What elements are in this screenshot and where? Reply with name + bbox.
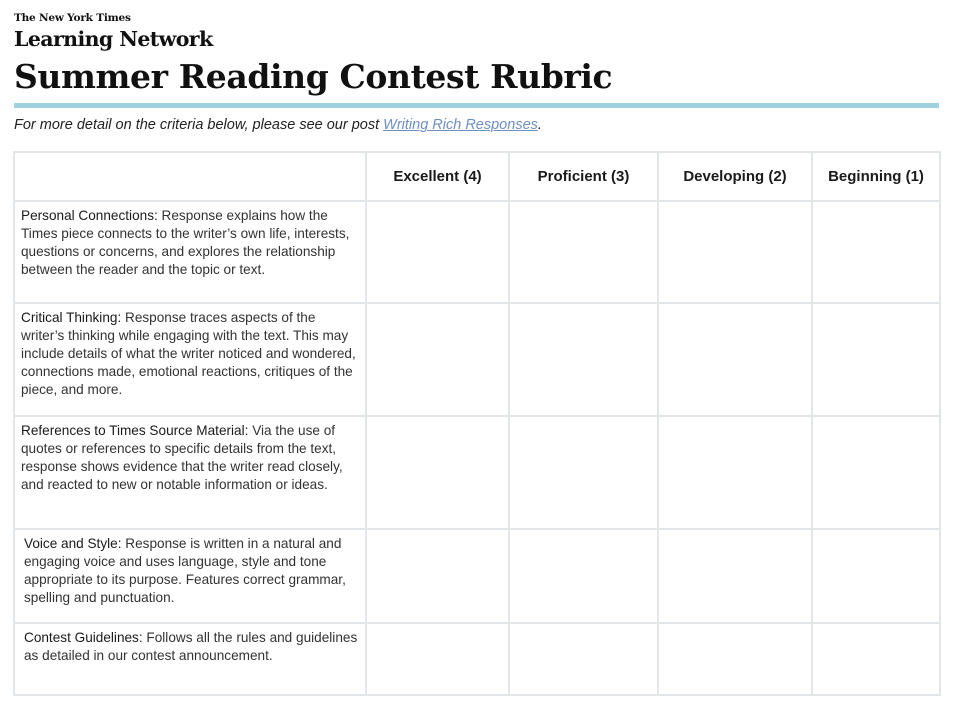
score-cell-beginning (812, 529, 940, 623)
criterion-name: Personal Connections: (21, 208, 158, 223)
learning-network-brand: Learning Network (14, 27, 213, 51)
table-row (14, 623, 940, 695)
criterion-cell-critical-thinking (14, 303, 366, 416)
subtitle-period: . (537, 117, 542, 133)
criterion-name: Voice and Style: (24, 536, 122, 551)
criteria-header-cell (14, 152, 366, 201)
score-cell-excellent (366, 303, 509, 416)
score-cell-developing (658, 529, 812, 623)
table-row (14, 201, 940, 303)
subtitle-text: For more detail on the criteria below, please see our post (14, 117, 384, 133)
nyt-masthead: The New York Times (14, 12, 131, 24)
score-cell-developing (658, 201, 812, 303)
page-title: Summer Reading Contest Rubric (14, 57, 613, 96)
score-cell-excellent (366, 201, 509, 303)
score-cell-beginning (812, 303, 940, 416)
score-cell-proficient (509, 303, 658, 416)
score-cell-beginning (812, 416, 940, 529)
title-underline-rule (14, 103, 939, 108)
writing-rich-responses-link[interactable]: Writing Rich Responses (383, 117, 538, 133)
score-cell-beginning (812, 201, 940, 303)
table-row (14, 529, 940, 623)
score-cell-proficient (509, 201, 658, 303)
score-cell-proficient (509, 529, 658, 623)
score-cell-developing (658, 416, 812, 529)
table-row (14, 416, 940, 529)
table-header-row (14, 152, 940, 201)
criterion-cell-personal-connections (14, 201, 366, 303)
criterion-name: Critical Thinking: (21, 310, 122, 325)
score-cell-developing (658, 303, 812, 416)
criterion-cell-contest-guidelines (14, 623, 366, 695)
score-cell-proficient (509, 416, 658, 529)
column-header-developing: Developing (2) (658, 152, 812, 201)
score-cell-excellent (366, 623, 509, 695)
criterion-description: Follows all the rules and guidelines as detailed in our contest announcement. (24, 630, 358, 663)
score-cell-proficient (509, 623, 658, 695)
criterion-description: Response traces aspects of the writer’s thinking while engaging with the text. This may include details of what the writer noticed and wondered, connections made, emotional reactions, critiques of the piece, and more. (21, 310, 356, 397)
subtitle (14, 117, 542, 133)
column-header-beginning: Beginning (1) (812, 152, 940, 201)
column-header-proficient: Proficient (3) (509, 152, 658, 201)
criterion-name: References to Times Source Material: (21, 423, 249, 438)
criterion-cell-voice-and-style (14, 529, 366, 623)
score-cell-excellent (366, 416, 509, 529)
criterion-description: Via the use of quotes or references to specific details from the text, response shows evidence that the writer read closely, and reacted to new or notable information or ideas. (21, 423, 343, 492)
score-cell-beginning (812, 623, 940, 695)
criterion-cell-references (14, 416, 366, 529)
table-row (14, 303, 940, 416)
rubric-table (13, 151, 941, 696)
column-header-excellent: Excellent (4) (366, 152, 509, 201)
criterion-name: Contest Guidelines: (24, 630, 143, 645)
criterion-description: Response explains how the Times piece connects to the writer’s own life, interests, questions or concerns, and explores the relationship between the reader and the topic or text. (21, 208, 350, 277)
criterion-description: Response is written in a natural and engaging voice and uses language, style and tone appropriate to its purpose. Features correct grammar, spelling and punctuation. (24, 536, 346, 605)
score-cell-excellent (366, 529, 509, 623)
score-cell-developing (658, 623, 812, 695)
